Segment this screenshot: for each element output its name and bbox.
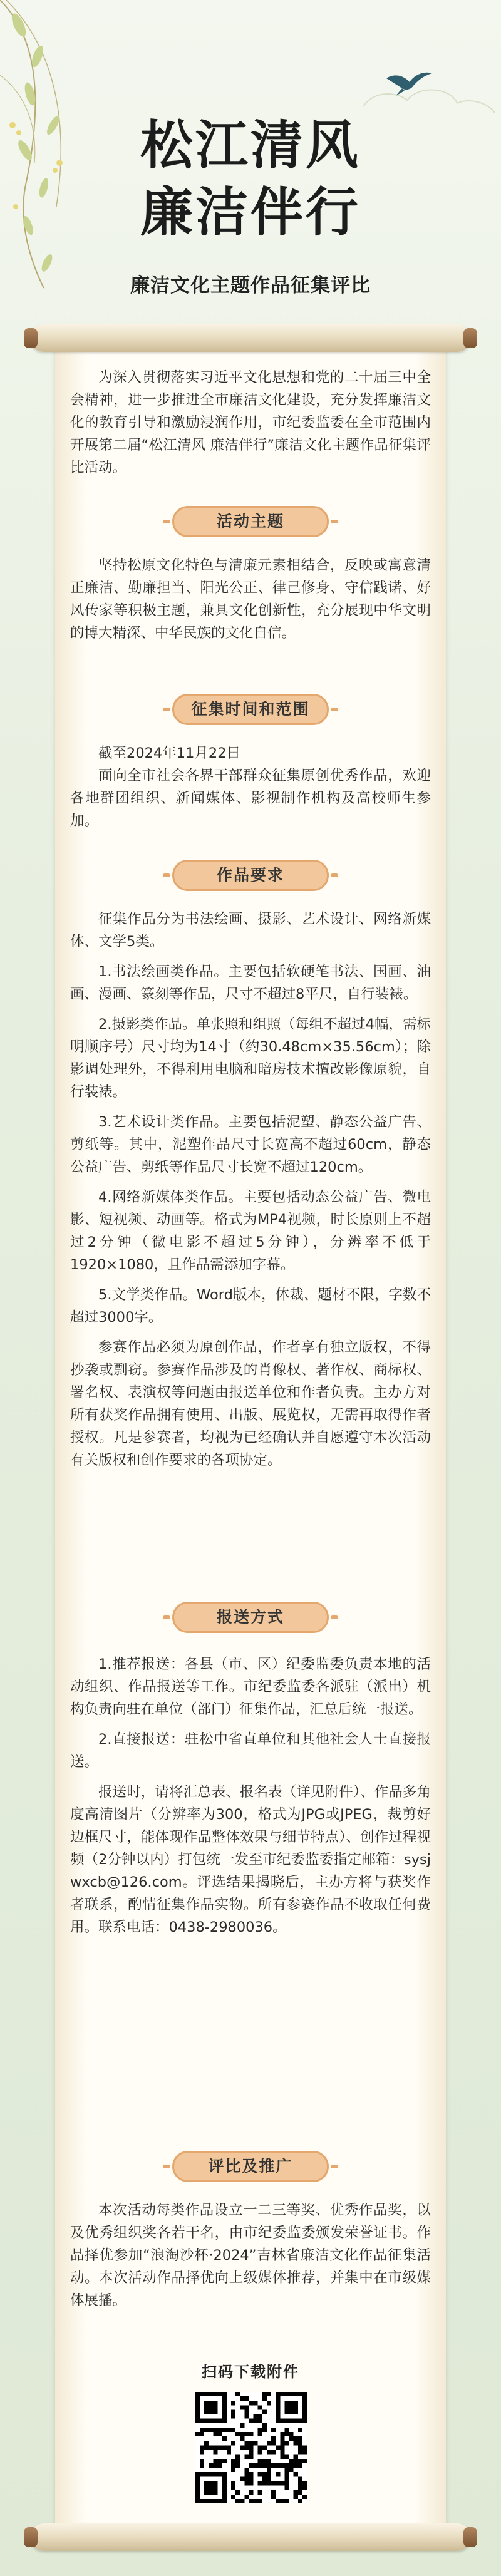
requirements-item-new-media: 4.网络新媒体类作品。主要包括动态公益广告、微电影、短视频、动画等。格式为MP4视频，时长原则上不超过2分钟（微电影不超过5分钟），分辨率不低于1920×1080，且作品需添加字幕。	[70, 1189, 431, 1273]
requirements-item-photography: 2.摄影类作品。单张照和组照（每组不超过4幅，需标明顺序号）尺寸均为14寸（约30.48cm×35.56cm）；除影调处理外，不得利用电脑和暗房技术擅改影像原貌，自行装裱。	[70, 1016, 431, 1100]
section-badge-time: 征集时间和范围	[172, 694, 329, 725]
intro-paragraph: 为深入贯彻落实习近平文化思想和党的二十届三中全会精神，进一步推进全市廉洁文化建设，充分发挥廉洁文化的教育引导和激励浸润作用，市纪委监委在全市范围内开展第二届“松江清风 廉洁伴行”廉洁文化主题作品征集评比活动。	[70, 369, 431, 476]
submission-direct: 2.直接报送：驻松中省直单位和其他社会人士直接报送。	[70, 1731, 431, 1770]
qr-label: 扫码下载附件	[202, 2363, 299, 2381]
requirements-item-calligraphy: 1.书法绘画类作品。主要包括软硬笔书法、国画、油画、漫画、篆刻等作品，尺寸不超过8平尺，自行装裱。	[70, 964, 431, 1002]
submission-section	[70, 1653, 431, 1946]
requirements-item-art-design: 3.艺术设计类作品。主要包括泥塑、静态公益广告、剪纸等。其中，泥塑作品尺寸长宽高不超过60cm，静态公益广告、剪纸等作品尺寸长宽不超过120cm。	[70, 1114, 431, 1175]
section-badge-theme: 活动主题	[172, 506, 329, 537]
requirements-item-literature: 5.文学类作品。Word版本，体裁、题材不限，字数不超过3000字。	[70, 1287, 431, 1326]
requirements-section	[70, 908, 431, 1479]
requirements-intro: 征集作品分为书法绘画、摄影、艺术设计、网络新媒体、文学5类。	[70, 911, 431, 950]
page-title-line2: 廉洁伴行	[140, 181, 361, 243]
theme-section	[70, 554, 431, 652]
intro-section	[70, 366, 431, 487]
award-paragraph: 本次活动每类作品设立一二三等奖、优秀作品奖，以及优秀组织奖各若干名，由市纪委监委颁发荣誉证书。作品择优参加“浪淘沙杯·2024”吉林省廉洁文化作品征集活动。本次活动作品择优向上级媒体推荐，并集中在市级媒体展播。	[70, 2202, 431, 2309]
time-deadline: 截至2024年11月22日	[98, 745, 241, 761]
page-subtitle: 廉洁文化主题作品征集评比	[130, 274, 371, 297]
swallow-icon	[383, 66, 433, 97]
page-title-line1: 松江清风	[140, 114, 361, 176]
requirements-copyright: 参赛作品必须为原创作品，作者享有独立版权，不得抄袭或剽窃。参赛作品涉及的肖像权、著作权、商标权、署名权、表演权等问题由报送单位和作者负责。主办方对所有获奖作品拥有使用、出版、展览权，无需再取得作者授权。凡是参赛者，均视为已经确认并自愿遵守本次活动有关版权和创作要求的各项协定。	[70, 1339, 431, 1468]
scroll-rod-bottom	[30, 2523, 471, 2551]
section-badge-submission: 报送方式	[172, 1602, 329, 1633]
submission-recommended: 1.推荐报送：各县（市、区）纪委监委负责本地的活动组织、作品报送等工作。市纪委监委各派驻（派出）机构负责向驻在单位（部门）征集作品，汇总后统一报送。	[70, 1656, 431, 1718]
section-badge-requirements: 作品要求	[172, 860, 329, 891]
qr-code-image[interactable]	[195, 2392, 307, 2503]
award-section	[70, 2199, 431, 2319]
scroll-rod-top	[30, 324, 471, 352]
time-section	[70, 742, 431, 840]
theme-paragraph: 坚持松原文化特色与清廉元素相结合，反映或寓意清正廉洁、勤廉担当、阳光公正、律己修身、守信践诺、好风传家等积极主题，兼具文化创新性，充分展现中华文明的博大精深、中华民族的文化自信。	[70, 557, 431, 641]
section-badge-award: 评比及推广	[172, 2151, 329, 2182]
time-scope: 面向全市社会各界干部群众征集原创优秀作品，欢迎各地群团组织、新闻媒体、影视制作机构及高校师生参加。	[70, 768, 431, 829]
submission-instructions: 报送时，请将汇总表、报名表（详见附件）、作品多角度高清图片（分辨率为300，格式为JPG或JPEG，裁剪好边框尺寸，能体现作品整体效果与细节特点）、创作过程视频（2分钟以内）打包统一发至市纪委监委指定邮箱：sysjwxcb@126.com。评选结果揭晓后，主办方将与获奖作者联系，酌情征集作品实物。所有参赛作品不收取任何费用。联系电话：0438-2980036。	[70, 1784, 431, 1935]
